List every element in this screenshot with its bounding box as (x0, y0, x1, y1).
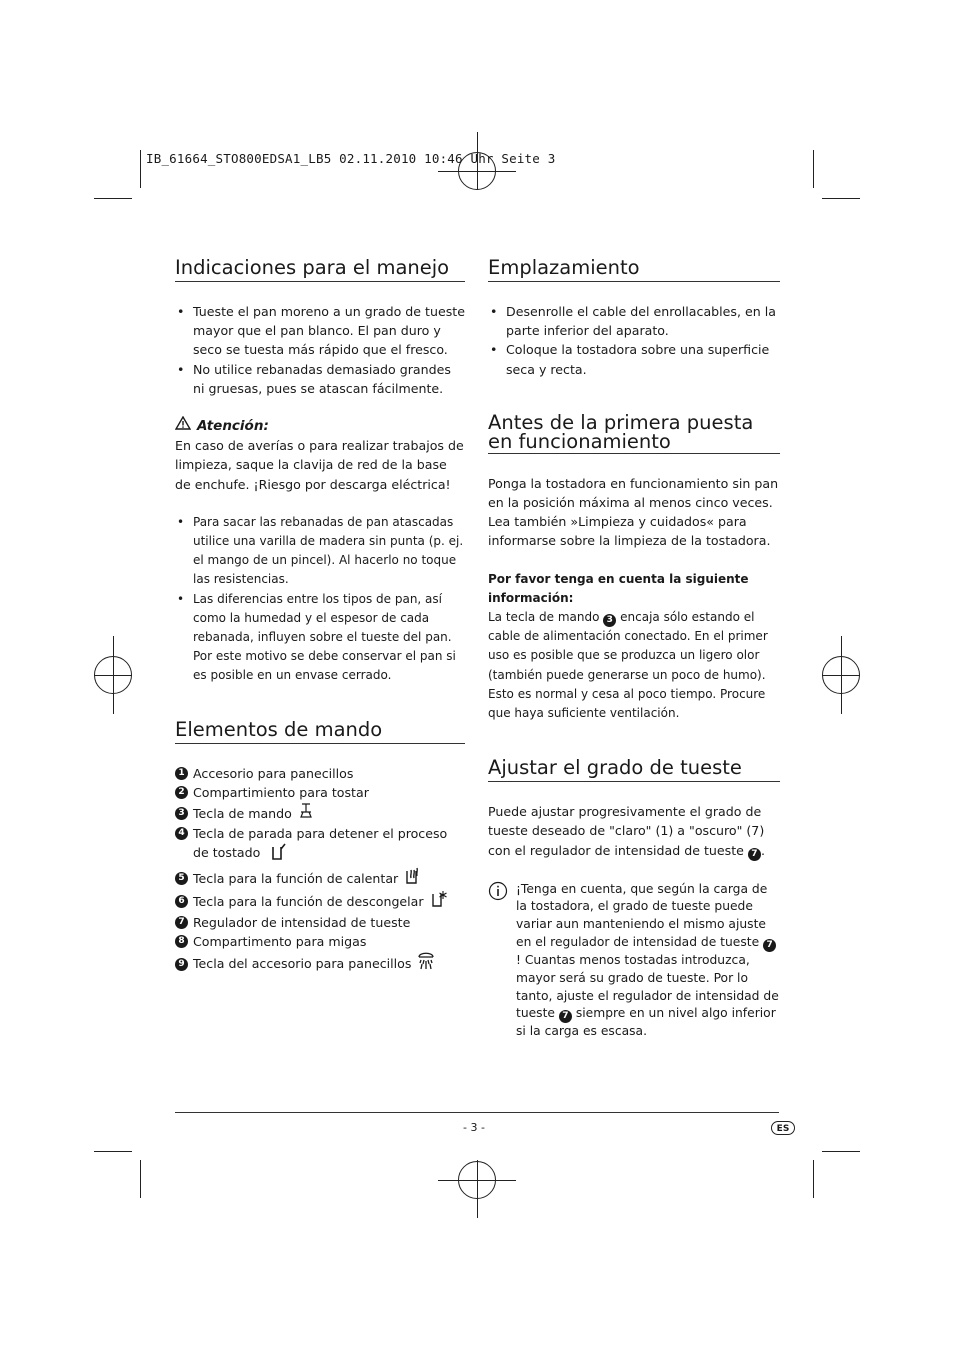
warning-text: En caso de averías o para realizar trabajos de limpieza, saque la clavija de red de la base de enchufe. ¡Riesgo por descarga eléctrica! (175, 438, 464, 492)
list-item: • Las diferencias entre los tipos de pan, así como la humedad y el espesor de cada rebanada, influyen sobre el tueste del pan. Por este motivo se debe conservar el pan si es posible en un envase cerrado. (175, 590, 465, 686)
language-badge: ES (771, 1121, 795, 1135)
list-item: 1 Accesorio para panecillos (175, 764, 465, 783)
left-column (175, 256, 465, 977)
info-icon (488, 881, 508, 1042)
placement-bullets (488, 302, 780, 379)
list-item: 4 Tecla de parada para detener el proceso de tostado (175, 824, 465, 866)
first-use-paragraph: Ponga la tostadora en funcionamiento sin pan en la posición máxima al menos cinco veces. Lea también »Limpieza y cuidados« para informarse sobre la limpieza de la tostadora. (488, 475, 779, 549)
list-item: 3 Tecla de mando (175, 802, 465, 824)
crop-mark (822, 198, 860, 199)
print-slug-line: IB_61664_STO800EDSA1_LB5 02.11.2010 10:46 Uhr Seite 3 (146, 151, 556, 166)
page-number: - 3 - (463, 1121, 485, 1134)
list-item: • Desenrolle el cable del enrollacables, en la parte inferior del aparato. (488, 302, 780, 340)
list-item: • Coloque la tostadora sobre una superficie seca y recta. (488, 340, 780, 378)
list-item: • Tueste el pan moreno a un grado de tueste mayor que el pan blanco. El pan duro y seco se tuesta más rápido que el fresco. (175, 302, 465, 360)
handling-bullets (175, 302, 465, 398)
section-title-controls: Elementos de mando (175, 718, 465, 744)
info-text: ¡Tenga en cuenta, que según la carga de la tostadora, el grado de tueste puede variar aun manteniendo el mismo ajuste en el regulador de intensidad de tueste 7! Cuantas menos tostadas introduzca, mayor será su grado de tueste. Por lo tanto, ajuste el regulador de intensidad de tueste 7 siempre en un nivel algo inferior si la carga es escasa. (516, 881, 779, 1039)
reheat-icon (404, 867, 422, 890)
note-title: Por favor tenga en cuenta la siguiente información: (488, 571, 749, 605)
list-item: 2 Compartimiento para tostar (175, 783, 465, 802)
handling-bullets-2 (175, 513, 465, 686)
note-text: La tecla de mando 3 encaja sólo estando el cable de alimentación conectado. En el primer uso es posible que se produzca un ligero olor (también puede generarse un poco de humo). Esto es normal y cesa al poco tiempo. Procure que haya suficiente ventilación. (488, 610, 768, 721)
lever-icon (298, 802, 314, 824)
crop-mark (140, 150, 141, 188)
crop-mark (94, 198, 132, 199)
list-item: 9 Tecla del accesorio para panecillos (175, 951, 465, 976)
warning-triangle-icon (175, 416, 191, 436)
section-title-first-use: Antes de la primera puesta en funcionamiento (488, 413, 780, 454)
bun-rack-icon (417, 951, 435, 976)
crop-mark (140, 1160, 141, 1198)
info-note (488, 881, 780, 1042)
list-item: 6 Tecla para la función de descongelar (175, 890, 465, 913)
warning-block (175, 416, 465, 494)
crop-mark (94, 1151, 132, 1152)
section-title-handling: Indicaciones para el manejo (175, 256, 465, 282)
crop-mark (813, 150, 814, 188)
controls-list (175, 764, 465, 977)
crop-mark (822, 1151, 860, 1152)
defrost-icon (430, 890, 448, 913)
browning-paragraph: Puede ajustar progresivamente el grado de tueste deseado de "claro" (1) a "oscuro" (7) con el regulador de intensidad de tueste 7 . (488, 804, 765, 859)
right-column (488, 256, 780, 1041)
list-item: 5 Tecla para la función de calentar (175, 867, 465, 890)
crop-mark (813, 1160, 814, 1198)
list-item: • No utilice rebanadas demasiado grandes ni gruesas, pues se atascan fácilmente. (175, 360, 465, 398)
stop-icon (270, 843, 286, 866)
warning-title: Atención: (197, 417, 269, 434)
section-title-placement: Emplazamiento (488, 256, 780, 282)
footer-divider (175, 1112, 779, 1113)
list-item: 7 Regulador de intensidad de tueste (175, 913, 465, 932)
section-title-browning: Ajustar el grado de tueste (488, 756, 780, 782)
list-item: • Para sacar las rebanadas de pan atascadas utilice una varilla de madera sin punta (p. ej. el mango de un pincel). Al hacerlo no toque las resistencias. (175, 513, 465, 590)
list-item: 8 Compartimento para migas (175, 932, 465, 951)
